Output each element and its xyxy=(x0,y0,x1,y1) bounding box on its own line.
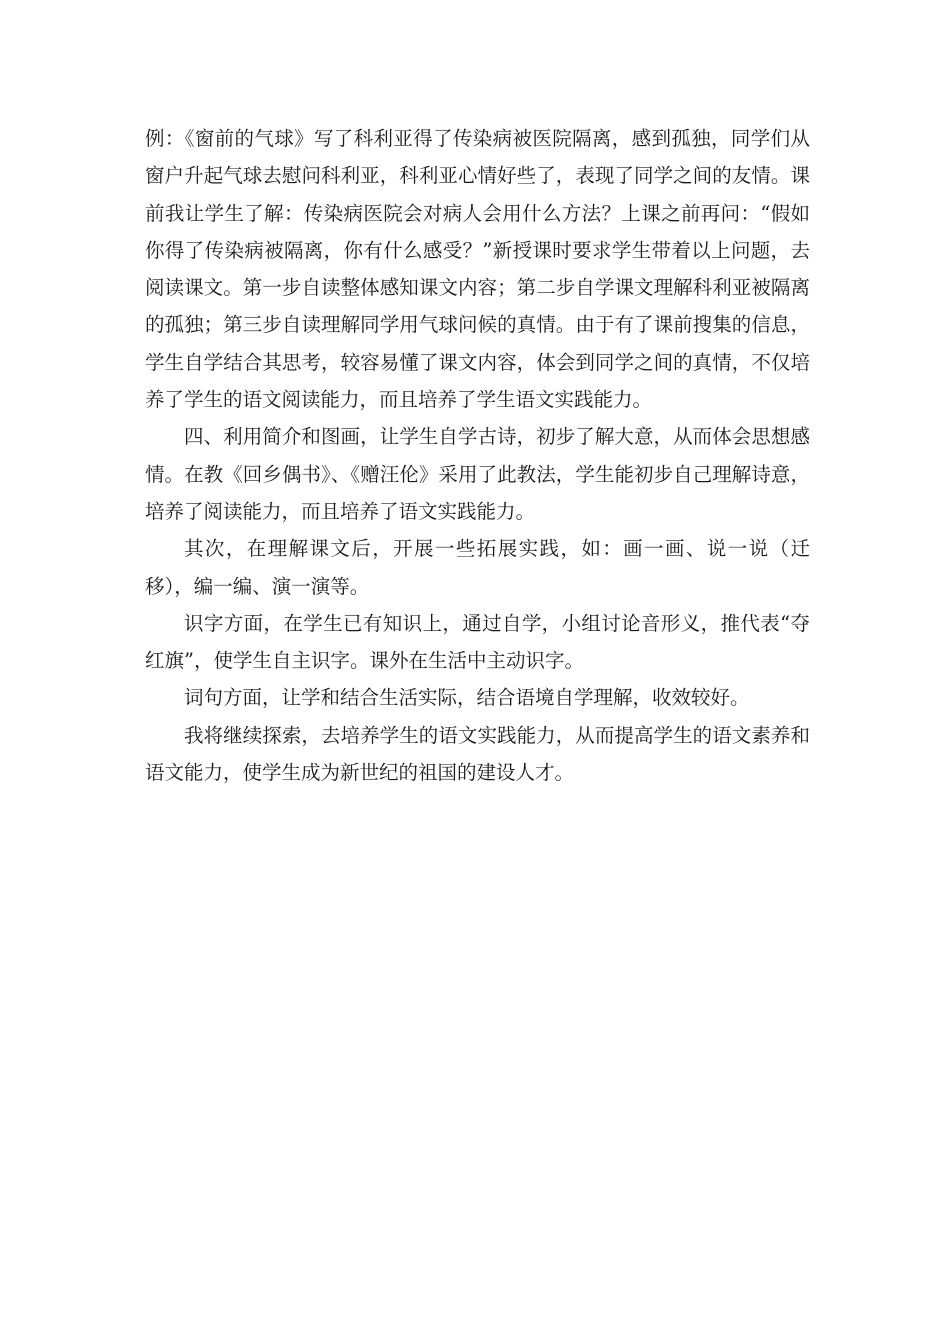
paragraph-example: 例：《窗前的气球》写了科利亚得了传染病被医院隔离，感到孤独，同学们从窗户升起气球去慰问科利亚，科利亚心情好些了，表现了同学之间的友情。课前我让学生了解：传染病医院会对病人会用什么方法？上课之前再问：“假如你得了传染病被隔离，你有什么感受？”新授课时要求学生带着以上问题，去阅读课文。第一步自读整体感知课文内容；第二步自学课文理解科利亚被隔离的孤独；第三步自读理解同学用气球问候的真情。由于有了课前搜集的信息，学生自学结合其思考，较容易懂了课文内容，体会到同学之间的真情，不仅培养了学生的语文阅读能力，而且培养了学生语文实践能力。 xyxy=(145,127,810,412)
paragraph-character-recognition: 识字方面，在学生已有知识上，通过自学，小组讨论音形义，推代表“夺红旗”，使学生自主识字。课外在生活中主动识字。 xyxy=(145,611,810,673)
paragraph-conclusion: 我将继续探索，去培养学生的语文实践能力，从而提高学生的语文素养和语文能力，使学生成为新世纪的祖国的建设人才。 xyxy=(145,723,810,785)
paragraph-section-four: 四、利用简介和图画，让学生自学古诗，初步了解大意，从而体会思想感情。在教《回乡偶书》、《赠汪伦》采用了此教法，学生能初步自己理解诗意，培养了阅读能力，而且培养了语文实践能力。 xyxy=(145,425,810,523)
paragraph-extension-practice: 其次，在理解课文后，开展一些拓展实践，如：画一画、说一说（迁移），编一编、演一演等。 xyxy=(145,537,810,598)
paragraph-words-sentences: 词句方面，让学和结合生活实际，结合语境自学理解，收效较好。 xyxy=(184,686,750,710)
document-body xyxy=(145,120,810,791)
